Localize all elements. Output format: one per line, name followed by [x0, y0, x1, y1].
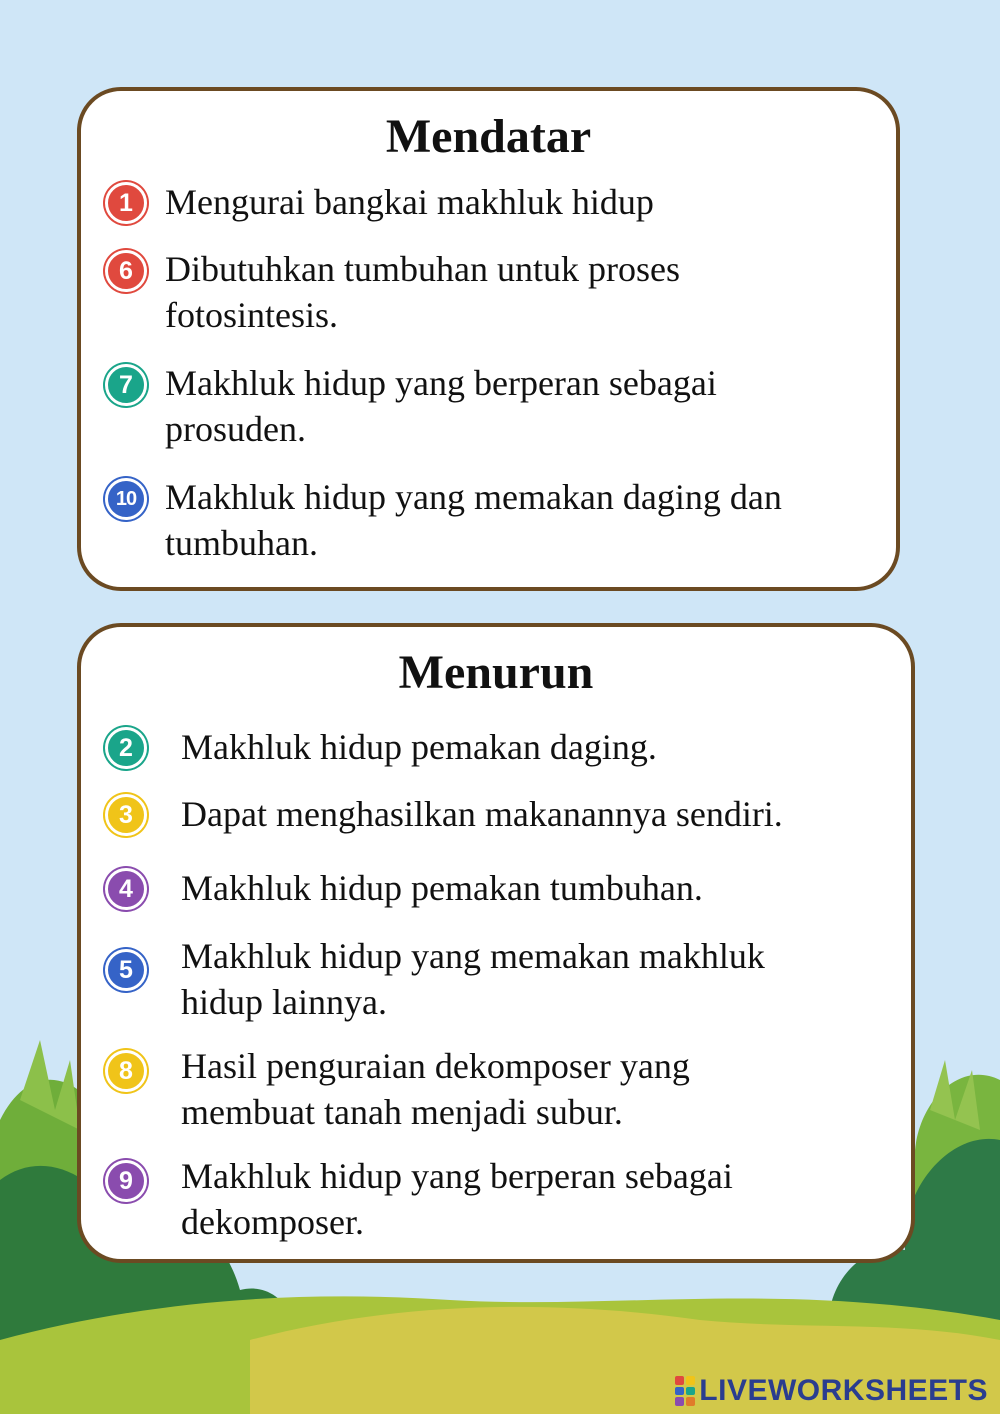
clue-text: Dibutuhkan tumbuhan untuk proses fotosintesis.	[165, 249, 680, 335]
liveworksheets-logo	[675, 1374, 988, 1408]
clue-text: Dapat menghasilkan makanannya sendiri.	[181, 794, 783, 834]
clue-number-badge: 10	[105, 478, 147, 520]
liveworksheets-logo-text: LIVEWORKSHEETS	[699, 1374, 988, 1407]
clue-number-badge: 9	[105, 1160, 147, 1202]
clue-text: Hasil penguraian dekomposer yang membuat tanah menjadi subur.	[181, 1046, 690, 1132]
clue-text: Makhluk hidup pemakan tumbuhan.	[181, 868, 703, 908]
clue-text: Makhluk hidup yang berperan sebagai dekomposer.	[181, 1156, 733, 1242]
clue-text: Makhluk hidup pemakan daging.	[181, 727, 657, 767]
clue-number-badge: 6	[105, 250, 147, 292]
liveworksheets-logo-icon	[675, 1376, 695, 1406]
mendatar-card	[77, 87, 900, 591]
mendatar-title: Mendatar	[385, 110, 592, 163]
clue-number-badge: 5	[105, 949, 147, 991]
clue-text: Makhluk hidup yang berperan sebagai prosuden.	[165, 363, 717, 449]
clue-number-badge: 4	[105, 868, 147, 910]
clue-number-badge: 8	[105, 1050, 147, 1092]
clue-text: Makhluk hidup yang memakan makhluk hidup lainnya.	[181, 936, 765, 1022]
clue-number-badge: 2	[105, 727, 147, 769]
menurun-card	[77, 623, 915, 1263]
clue-number-badge: 3	[105, 794, 147, 836]
clue-number-badge: 1	[105, 182, 147, 224]
clue-text: Mengurai bangkai makhluk hidup	[165, 182, 654, 222]
menurun-title: Menurun	[398, 646, 594, 699]
clue-text: Makhluk hidup yang memakan daging dan tumbuhan.	[165, 477, 782, 563]
clue-number-badge: 7	[105, 364, 147, 406]
